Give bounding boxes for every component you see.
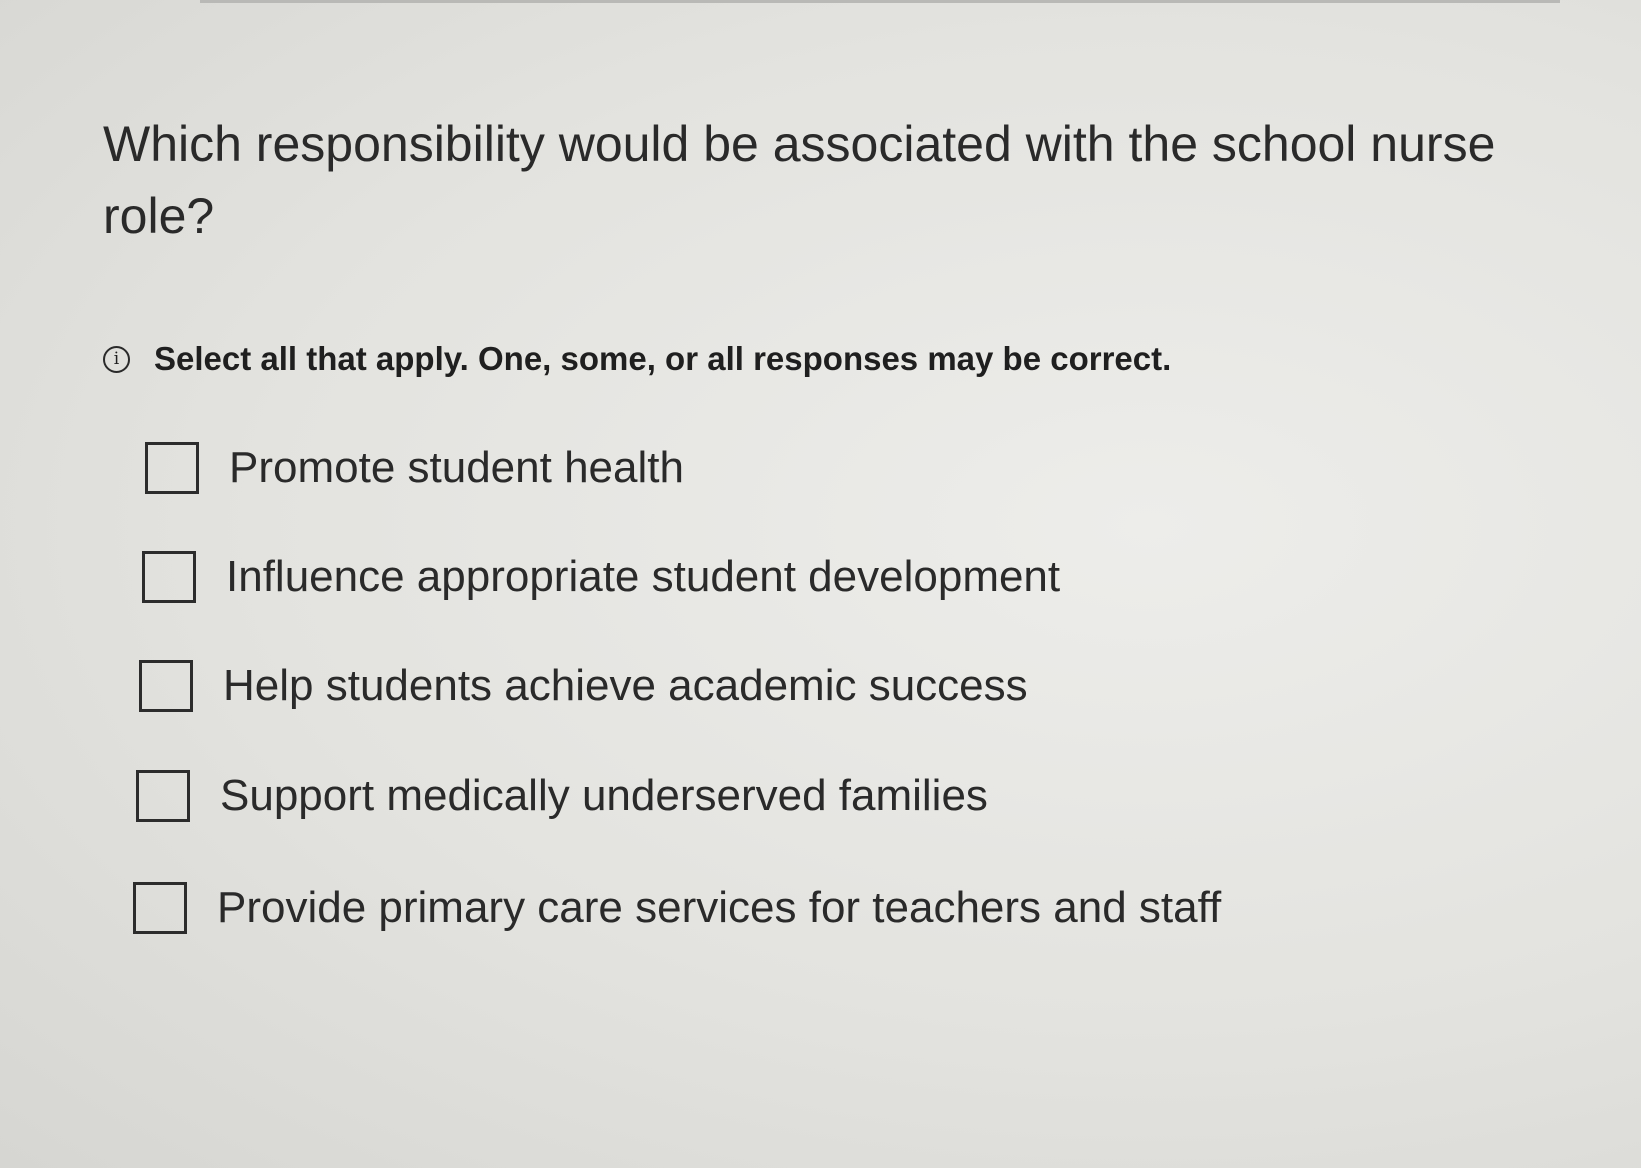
checkbox[interactable] <box>136 770 190 822</box>
instruction-text: Select all that apply. One, some, or all responses may be correct. <box>154 340 1172 377</box>
question-text: Which responsibility would be associated with the school nurse role? <box>103 116 1496 244</box>
option-label: Help students achieve academic success <box>223 661 1028 710</box>
option-influence-development[interactable] <box>142 551 1060 603</box>
checkbox[interactable] <box>145 442 199 494</box>
option-academic-success[interactable] <box>139 660 1028 712</box>
info-icon: i <box>103 346 130 373</box>
option-label: Promote student health <box>229 443 684 492</box>
top-divider <box>200 0 1560 3</box>
checkbox[interactable] <box>139 660 193 712</box>
option-label: Support medically underserved families <box>220 771 988 820</box>
option-label: Influence appropriate student development <box>226 552 1061 601</box>
option-label: Provide primary care services for teachers and staff <box>217 883 1222 932</box>
option-promote-student-health[interactable] <box>145 442 684 494</box>
checkbox[interactable] <box>133 882 187 934</box>
option-primary-care-staff[interactable] <box>133 882 1221 934</box>
checkbox[interactable] <box>142 551 196 603</box>
instruction <box>103 340 1171 378</box>
option-underserved-families[interactable] <box>136 770 988 822</box>
